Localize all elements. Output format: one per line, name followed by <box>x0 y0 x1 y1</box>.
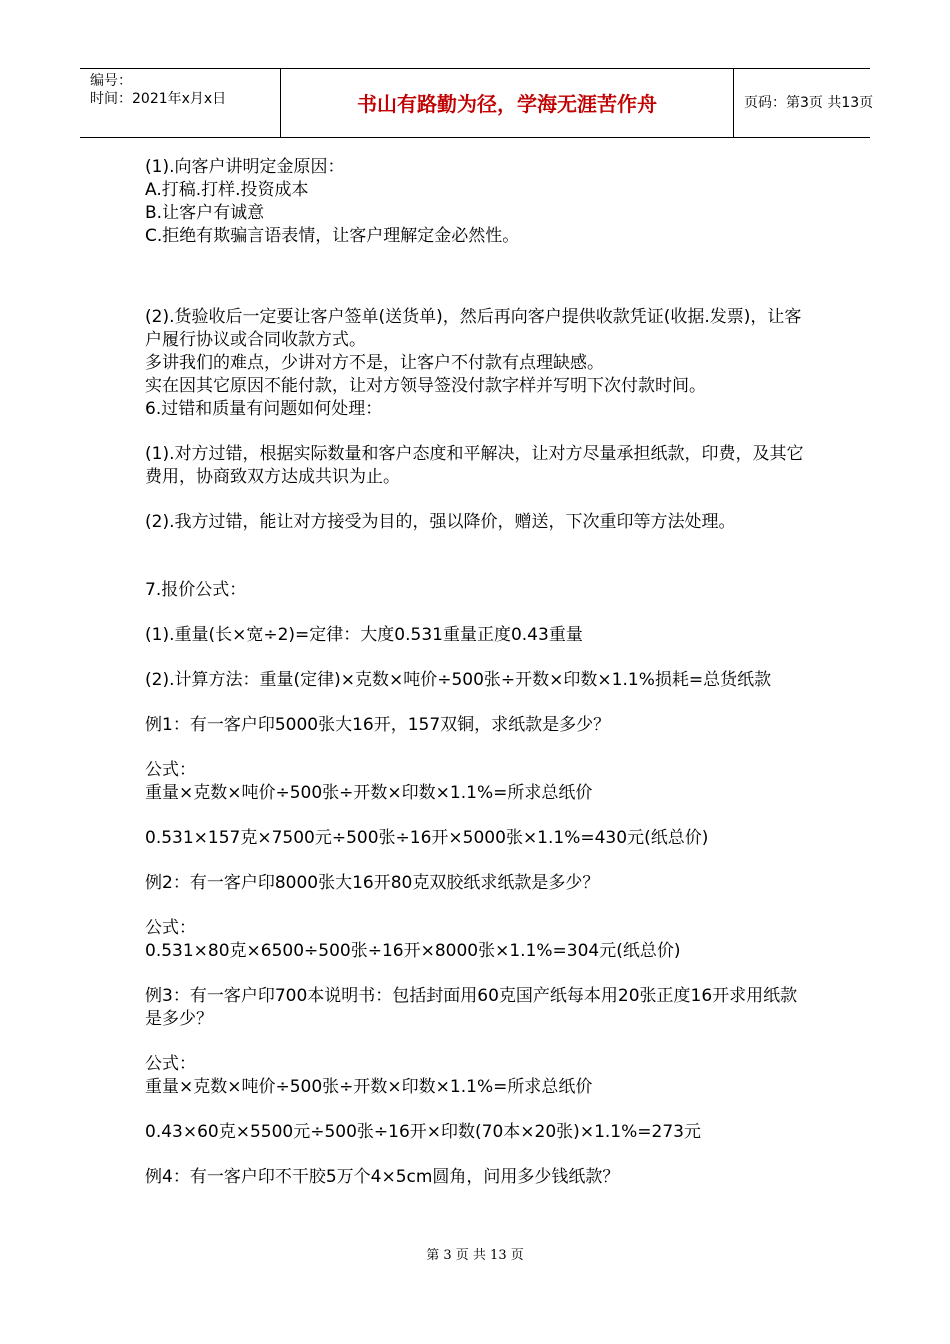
body-paragraph: 公式： <box>145 918 196 938</box>
header-meta-cell <box>80 69 281 137</box>
body-paragraph: 0.531×80克×6500÷500张÷16开×8000张×1.1%=304元(纸总价) <box>145 941 681 961</box>
body-paragraph: 0.531×157克×7500元÷500张÷16开×5000张×1.1%=430元(纸总价) <box>145 828 709 848</box>
document-date-label: 时间：2021年x月x日 <box>90 91 227 107</box>
body-paragraph: A.打稿.打样.投资成本 <box>145 180 309 200</box>
page-footer: 第 3 页 共 13 页 <box>426 1248 524 1263</box>
header-page-info: 页码：第3页 共13页 <box>744 95 874 111</box>
body-paragraph: 公式： <box>145 760 196 780</box>
body-paragraph: 6.过错和质量有问题如何处理： <box>145 399 383 419</box>
body-paragraph: 例3：有一客户印700本说明书：包括封面用60克国产纸每本用20张正度16开求用纸款是多少？ <box>145 986 798 1029</box>
document-number-label: 编号： <box>90 73 132 89</box>
body-paragraph: 实在因其它原因不能付款，让对方领导签没付款字样并写明下次付款时间。 <box>145 376 706 396</box>
body-paragraph: (2).计算方法：重量(定律)×克数×吨价÷500张÷开数×印数×1.1%损耗=总货纸款 <box>145 670 772 690</box>
page-header <box>80 68 874 138</box>
body-paragraph: (1).重量(长×宽÷2)=定律：大度0.531重量正度0.43重量 <box>145 625 583 645</box>
header-motto-cell <box>281 69 734 137</box>
header-page-cell <box>734 69 874 137</box>
body-paragraph: 例4：有一客户印不干胶5万个4×5cm圆角，问用多少钱纸款？ <box>145 1167 620 1187</box>
body-paragraph: 例1：有一客户印5000张大16开，157双铜，求纸款是多少？ <box>145 715 611 735</box>
body-paragraph: (1).对方过错，根据实际数量和客户态度和平解决，让对方尽量承担纸款，印费，及其它费用，协商致双方达成共识为止。 <box>145 444 804 487</box>
body-paragraph: (1).向客户讲明定金原因： <box>145 157 345 177</box>
body-paragraph: 多讲我们的难点，少讲对方不是，让客户不付款有点理缺感。 <box>145 353 604 373</box>
body-paragraph: C.拒绝有欺骗言语表情，让客户理解定金必然性。 <box>145 226 520 246</box>
header-motto: 书山有路勤为径，学海无涯苦作舟 <box>357 92 657 116</box>
body-paragraph: B.让客户有诚意 <box>145 203 265 223</box>
body-paragraph: (2).我方过错，能让对方接受为目的，强以降价，赠送，下次重印等方法处理。 <box>145 512 736 532</box>
body-paragraph: 例2：有一客户印8000张大16开80克双胶纸求纸款是多少？ <box>145 873 600 893</box>
document-body <box>145 156 810 1189</box>
body-paragraph: 公式： <box>145 1054 196 1074</box>
body-paragraph: 7.报价公式： <box>145 580 247 600</box>
body-paragraph: 重量×克数×吨价÷500张÷开数×印数×1.1%=所求总纸价 <box>145 1077 593 1097</box>
body-paragraph: 0.43×60克×5500元÷500张÷16开×印数(70本×20张)×1.1%=273元 <box>145 1122 701 1142</box>
body-paragraph: 重量×克数×吨价÷500张÷开数×印数×1.1%=所求总纸价 <box>145 783 593 803</box>
body-paragraph: (2).货验收后一定要让客户签单(送货单)，然后再向客户提供收款凭证(收据.发票)，让客户履行协议或合同收款方式。 <box>145 307 802 350</box>
